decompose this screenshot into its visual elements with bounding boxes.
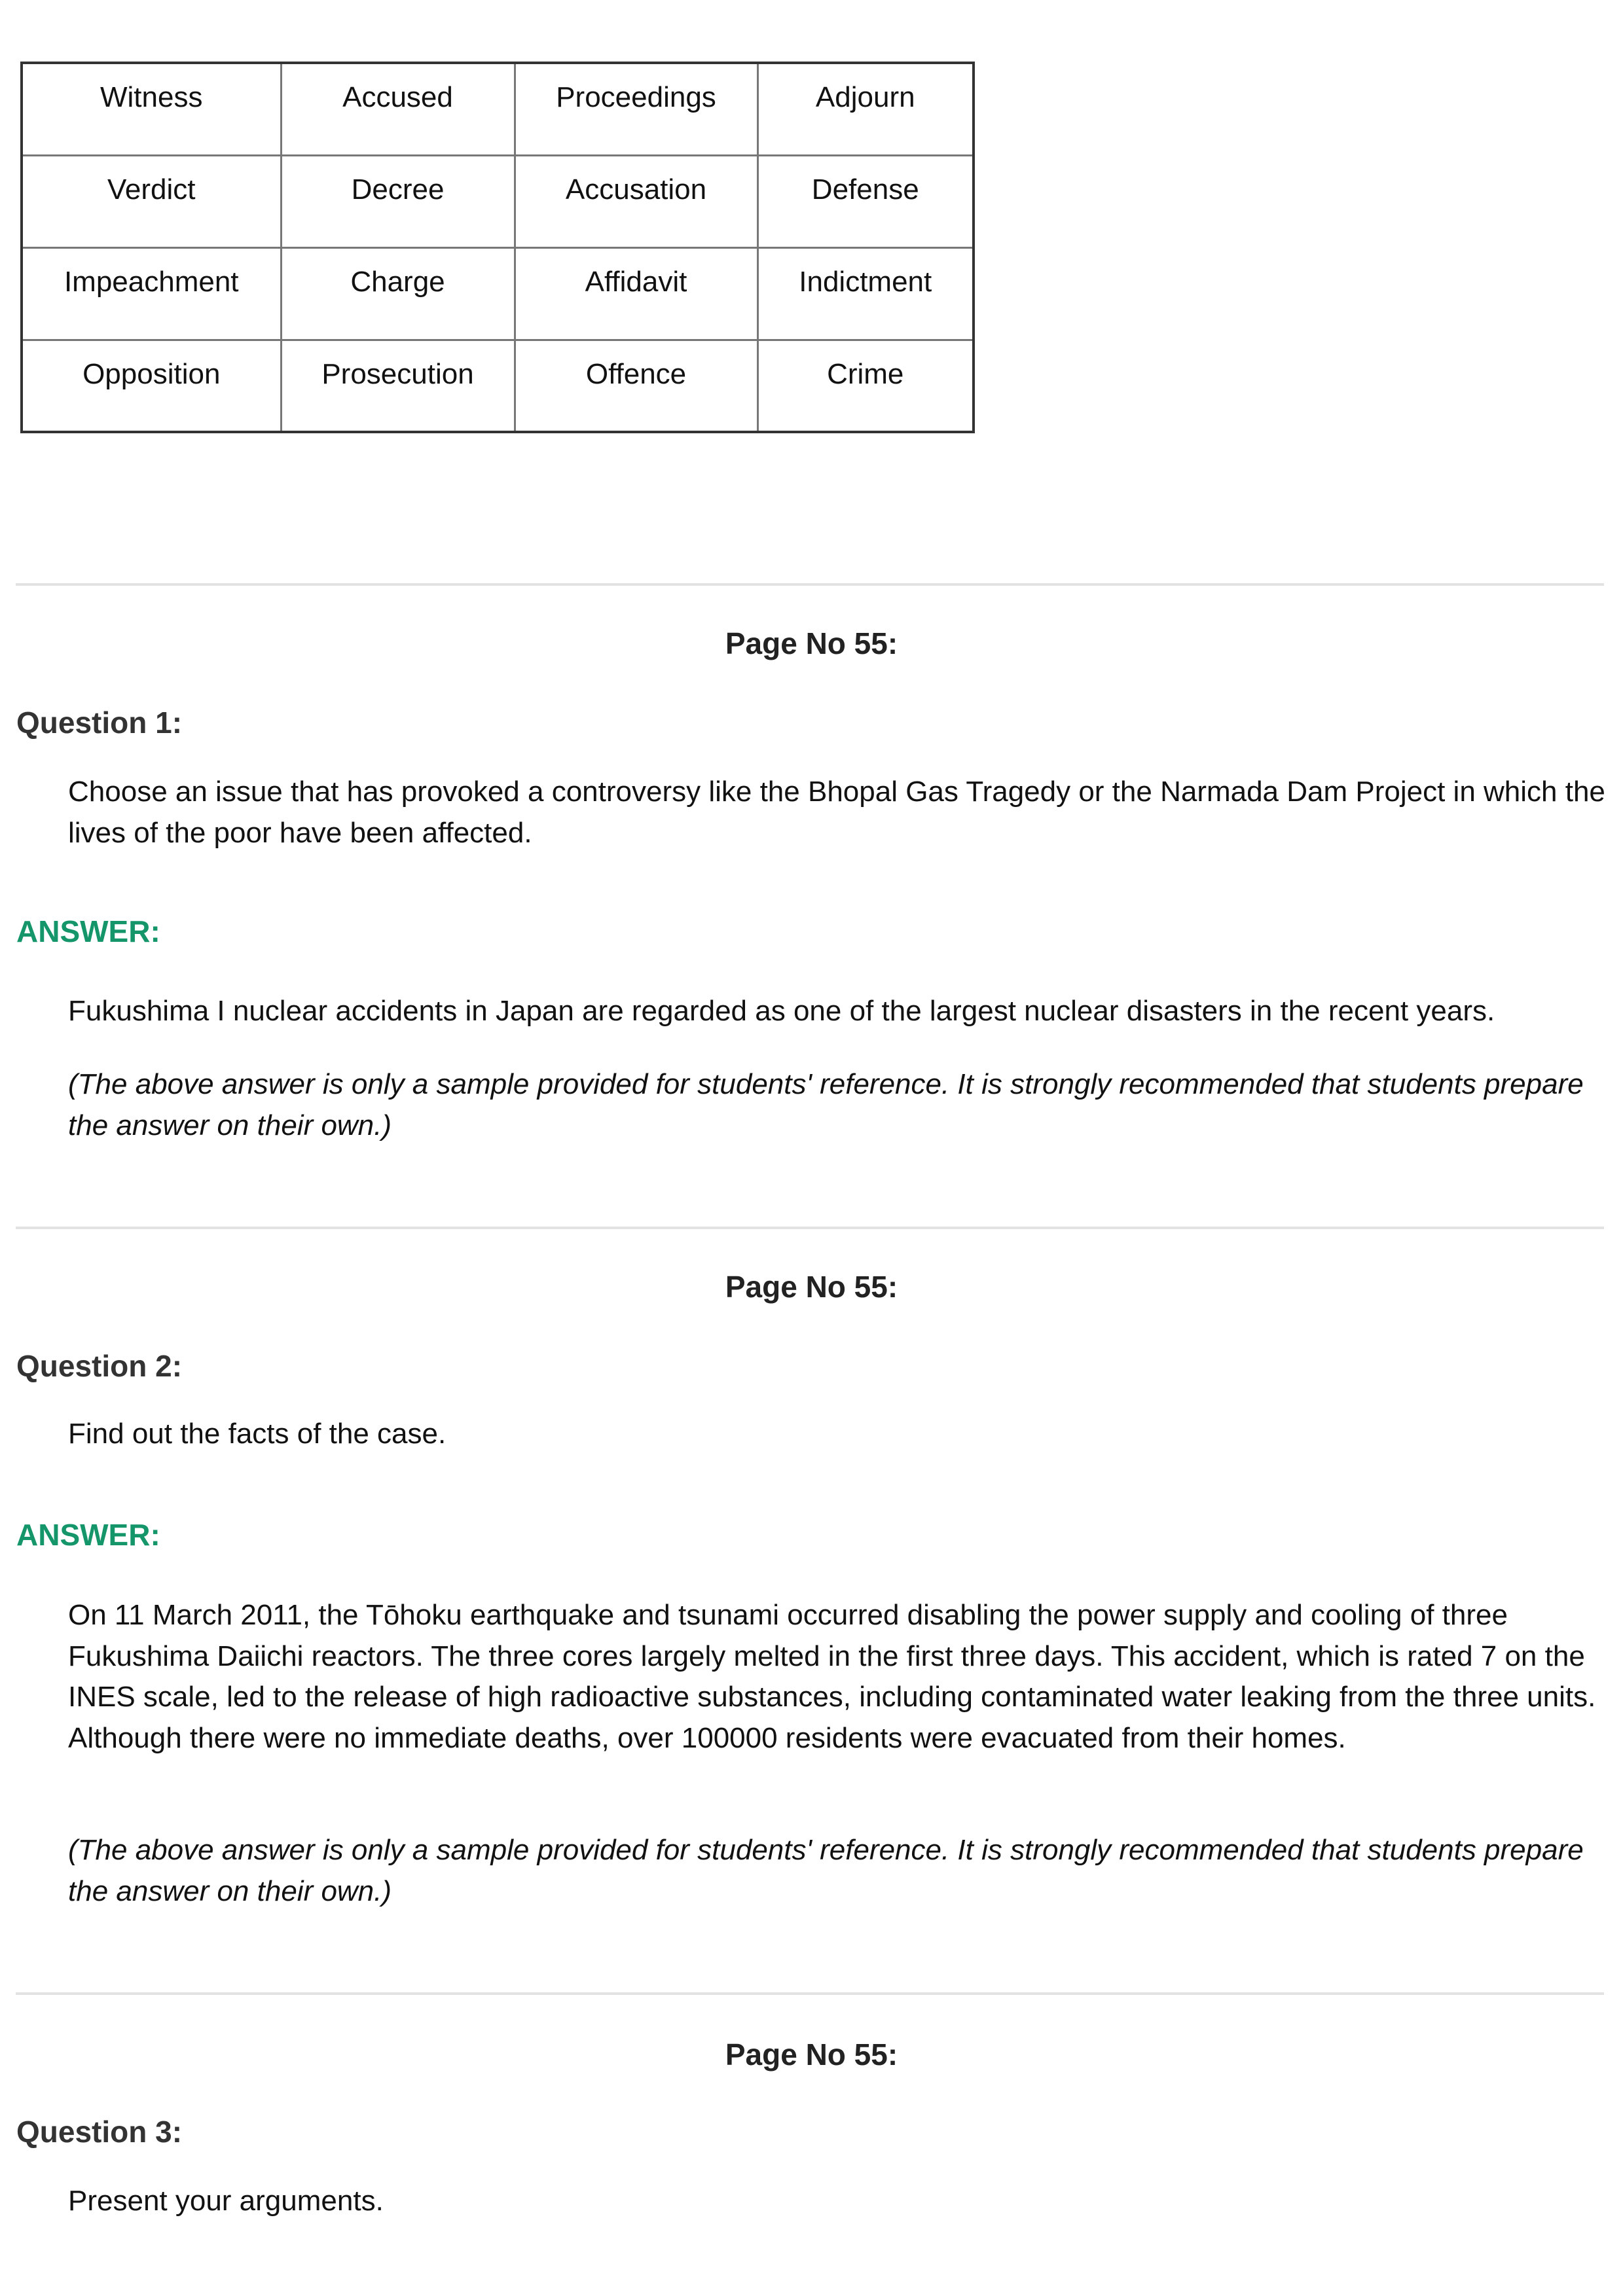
sample-answer-note: (The above answer is only a sample provided for students' reference. It is strongly recommended that students prepare the answer on their own.) — [68, 1834, 1584, 1907]
answer-label: ANSWER: — [16, 914, 160, 948]
question-text: Present your arguments. — [68, 2185, 384, 2217]
legal-terms-table — [20, 62, 975, 433]
table-cell: Prosecution — [281, 340, 515, 432]
section-divider — [16, 1992, 1604, 1995]
question-heading: Question 1: — [16, 706, 183, 740]
table-cell: Crime — [757, 340, 974, 432]
table-cell: Charge — [281, 247, 515, 340]
table-cell: Affidavit — [515, 247, 757, 340]
question-heading: Question 2: — [16, 1349, 183, 1383]
answer-text: Fukushima I nuclear accidents in Japan are regarded as one of the largest nuclear disasters in the recent years. — [68, 995, 1495, 1027]
page-number-heading: Page No 55: — [725, 626, 898, 660]
question-text: Find out the facts of the case. — [68, 1418, 447, 1450]
section-divider — [16, 583, 1604, 586]
table-cell: Opposition — [22, 340, 281, 432]
table-cell: Witness — [22, 63, 281, 155]
section-divider — [16, 1227, 1604, 1229]
table-cell: Verdict — [22, 155, 281, 247]
table-row — [22, 247, 974, 340]
table-cell: Adjourn — [757, 63, 974, 155]
table-cell: Proceedings — [515, 63, 757, 155]
page-number-heading: Page No 55: — [725, 2037, 898, 2072]
sample-answer-note: (The above answer is only a sample provided for students' reference. It is strongly recommended that students prepare the answer on their own.) — [68, 1068, 1584, 1141]
table-cell: Decree — [281, 155, 515, 247]
question-text: Choose an issue that has provoked a controversy like the Bhopal Gas Tragedy or the Narmada Dam Project in which the lives of the poor have been affected. — [68, 776, 1605, 849]
answer-label: ANSWER: — [16, 1518, 160, 1552]
page-number-heading: Page No 55: — [725, 1270, 898, 1304]
table-row — [22, 155, 974, 247]
table-row — [22, 63, 974, 155]
table-row — [22, 340, 974, 432]
table-cell: Impeachment — [22, 247, 281, 340]
question-heading: Question 3: — [16, 2115, 183, 2149]
table-cell: Defense — [757, 155, 974, 247]
table-cell: Offence — [515, 340, 757, 432]
table-cell: Accused — [281, 63, 515, 155]
answer-text: On 11 March 2011, the Tōhoku earthquake and tsunami occurred disabling the power supply and cooling of three Fukushima Daiichi reactors. The three cores largely melted in the first three days. This accident, which is rated 7 on the INES scale, led to the release of high radioactive substances, including contaminated water leaking from the three units. Although there were no immediate deaths, over 100000 residents were evacuated from their homes. — [68, 1599, 1596, 1754]
table-cell: Accusation — [515, 155, 757, 247]
table-cell: Indictment — [757, 247, 974, 340]
